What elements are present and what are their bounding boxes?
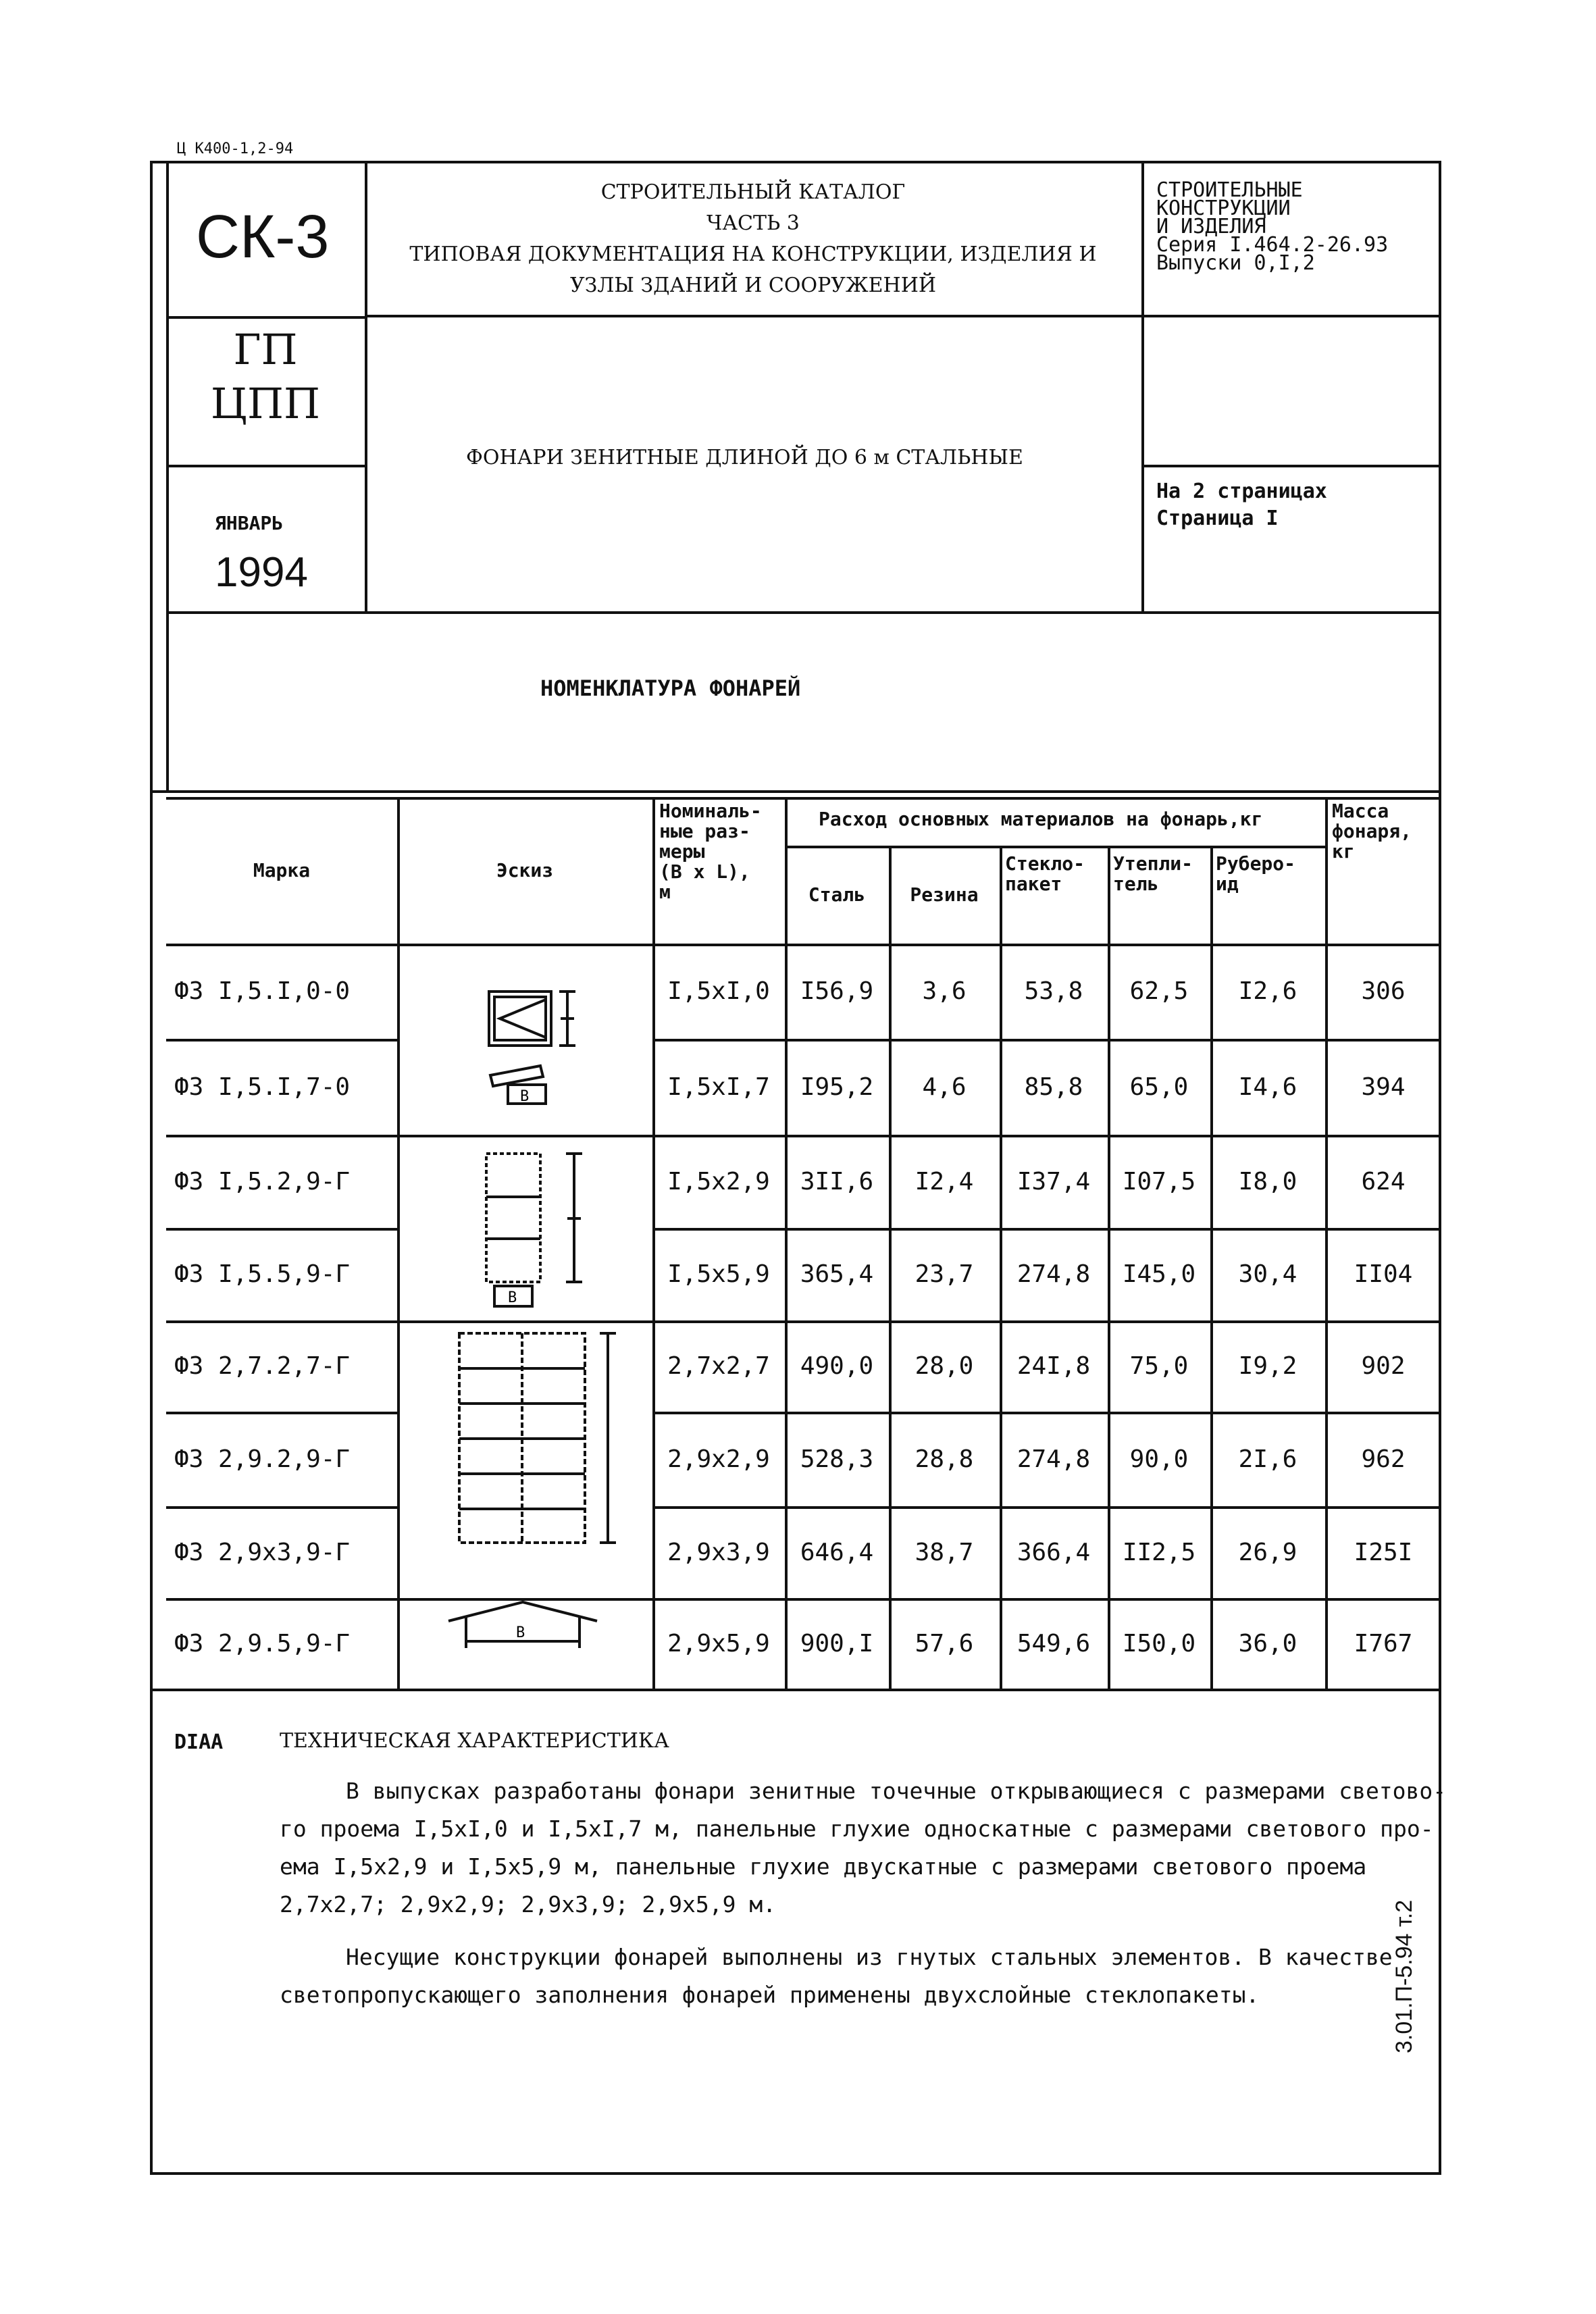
- catalog-code: СК-3: [196, 203, 330, 271]
- series-line: СТРОИТЕЛЬНЫЕ: [1156, 178, 1303, 202]
- catalog-line: ТИПОВАЯ ДОКУМЕНТАЦИЯ НА КОНСТРУКЦИИ, ИЗДЕЛИЯ И: [409, 242, 1097, 266]
- cell-rubber: 57,6: [915, 1629, 974, 1657]
- cell-size: 2,7x2,7: [667, 1352, 770, 1380]
- cell-rubber: 28,0: [915, 1352, 974, 1380]
- cell-insul: 62,5: [1129, 977, 1189, 1005]
- section-title: НОМЕНКЛАТУРА ФОНАРЕЙ: [540, 675, 801, 701]
- row-mark: ФЗ I,5.5,9-Г: [174, 1260, 351, 1288]
- col-header-mark: Марка: [253, 858, 311, 881]
- cell-mass: II04: [1354, 1260, 1413, 1288]
- col-header-line: меры: [659, 840, 705, 863]
- col-header-insulation: [1113, 854, 1193, 894]
- tech-paragraph-line: Несущие конструкции фонарей выполнены из гнутых стальных элементов. В качестве: [346, 1944, 1393, 1970]
- catalog-line: УЗЛЫ ЗДАНИЙ И СООРУЖЕНИЙ: [569, 274, 937, 297]
- cell-steel: I56,9: [800, 977, 874, 1005]
- col-header-line: Стекло-: [1005, 852, 1085, 875]
- sketch-label-b: B: [508, 1289, 517, 1306]
- col-header-line: Утепли-: [1113, 852, 1193, 875]
- cell-steel: I95,2: [800, 1073, 874, 1101]
- side-stamp: 3.01.П-5.94 т.2: [1391, 1899, 1417, 2053]
- cell-insul: I07,5: [1122, 1167, 1196, 1195]
- cell-size: I,5xI,0: [667, 977, 770, 1005]
- organization-line: ЦПП: [210, 379, 321, 428]
- document-title: ФОНАРИ ЗЕНИТНЫЕ ДЛИНОЙ ДО 6 м СТАЛЬНЫЕ: [466, 446, 1023, 469]
- col-header-rubber: Резина: [910, 883, 979, 906]
- catalog-line: ЧАСТЬ 3: [706, 211, 800, 235]
- cell-glass: 366,4: [1016, 1538, 1091, 1566]
- tech-code: DIAA: [174, 1730, 224, 1754]
- col-header-ruberoid: [1216, 854, 1295, 894]
- col-header-line: Масса: [1332, 800, 1389, 822]
- cell-glass: 24I,8: [1016, 1352, 1091, 1380]
- issue-year: 1994: [215, 549, 308, 596]
- organization-line: ГП: [233, 325, 298, 374]
- cell-rubber: 23,7: [915, 1260, 974, 1288]
- col-header-line: фонаря,: [1332, 820, 1412, 842]
- cell-ruber: 36,0: [1238, 1629, 1297, 1657]
- cell-rubber: I2,4: [915, 1167, 974, 1195]
- col-header-line: пакет: [1005, 873, 1062, 895]
- cell-glass: 85,8: [1024, 1073, 1083, 1101]
- tech-paragraph-line: 2,7x2,7; 2,9x2,9; 2,9x3,9; 2,9x5,9 м.: [280, 1891, 777, 1918]
- cell-ruber: I8,0: [1238, 1167, 1297, 1195]
- cell-ruber: I4,6: [1238, 1073, 1297, 1101]
- col-header-size: [659, 801, 762, 902]
- tech-paragraph-line: светопропускающего заполнения фонарей применены двухслойные стеклопакеты.: [280, 1982, 1260, 2008]
- organization: [166, 323, 365, 431]
- col-header-line: кг: [1332, 840, 1355, 863]
- row-mark: ФЗ I,5.2,9-Г: [174, 1167, 351, 1195]
- col-header-line: ид: [1216, 873, 1239, 895]
- cell-size: I,5xI,7: [667, 1073, 770, 1101]
- cell-steel: 490,0: [800, 1352, 874, 1380]
- cell-size: I,5x5,9: [667, 1260, 770, 1288]
- cell-rubber: 3,6: [922, 977, 967, 1005]
- cell-ruber: 26,9: [1238, 1538, 1297, 1566]
- issue-month: ЯНВАРЬ: [215, 512, 284, 534]
- pages-info: [1156, 478, 1327, 532]
- col-header-line: Руберо-: [1216, 852, 1296, 875]
- pages-count: На 2 страницах: [1156, 480, 1327, 503]
- cell-glass: 274,8: [1016, 1445, 1091, 1473]
- col-header-steel: Сталь: [808, 883, 866, 906]
- tech-paragraph-line: В выпусках разработаны фонари зенитные точечные открывающиеся с размерами светово-: [346, 1778, 1447, 1804]
- catalog-title: [378, 177, 1128, 301]
- cell-glass: 549,6: [1016, 1629, 1091, 1657]
- cell-steel: 646,4: [800, 1538, 874, 1566]
- sketch-label-b: B: [516, 1624, 525, 1641]
- col-header-line: (B x L),: [659, 860, 750, 883]
- series-line: КОНСТРУКЦИИ: [1156, 197, 1291, 220]
- cell-steel: 3II,6: [800, 1167, 874, 1195]
- cell-mass: 306: [1361, 977, 1406, 1005]
- cell-insul: II2,5: [1122, 1538, 1196, 1566]
- sketch-label-b: B: [520, 1088, 530, 1105]
- col-header-glass: [1005, 854, 1085, 894]
- cell-insul: 75,0: [1129, 1352, 1189, 1380]
- cell-ruber: I2,6: [1238, 977, 1297, 1005]
- col-header-materials: Расход основных материалов на фонарь,кг: [819, 808, 1263, 830]
- cell-rubber: 28,8: [915, 1445, 974, 1473]
- sketch-point-skylight: [473, 986, 608, 1121]
- cell-glass: 53,8: [1024, 977, 1083, 1005]
- cell-mass: 962: [1361, 1445, 1406, 1473]
- cell-mass: 394: [1361, 1073, 1406, 1101]
- col-header-line: ные раз-: [659, 820, 750, 842]
- cell-insul: 65,0: [1129, 1073, 1189, 1101]
- cell-mass: 624: [1361, 1167, 1406, 1195]
- cell-rubber: 4,6: [922, 1073, 967, 1101]
- tech-title: ТЕХНИЧЕСКАЯ ХАРАКТЕРИСТИКА: [280, 1729, 669, 1753]
- cell-steel: 528,3: [800, 1445, 874, 1473]
- col-header-line: м: [659, 881, 671, 903]
- row-mark: ФЗ 2,9x3,9-Г: [174, 1538, 351, 1566]
- cell-insul: I45,0: [1122, 1260, 1196, 1288]
- row-mark: ФЗ 2,7.2,7-Г: [174, 1352, 351, 1380]
- cell-glass: 274,8: [1016, 1260, 1091, 1288]
- cell-mass: I767: [1354, 1629, 1413, 1657]
- row-mark: ФЗ 2,9.5,9-Г: [174, 1629, 351, 1657]
- cell-ruber: I9,2: [1238, 1352, 1297, 1380]
- cell-size: 2,9x2,9: [667, 1445, 770, 1473]
- col-header-line: Номиналь-: [659, 800, 762, 822]
- cell-steel: 365,4: [800, 1260, 874, 1288]
- cell-size: I,5x2,9: [667, 1167, 770, 1195]
- row-mark: ФЗ 2,9.2,9-Г: [174, 1445, 351, 1473]
- col-header-sketch: Эскиз: [496, 858, 554, 881]
- series-line: Серия I.464.2-26.93: [1156, 233, 1389, 257]
- cell-steel: 900,I: [800, 1629, 874, 1657]
- series-line: И ИЗДЕЛИЯ: [1156, 215, 1266, 238]
- tech-paragraph-line: ема I,5x2,9 и I,5x5,9 м, панельные глухие двускатные с размерами светового проема: [280, 1853, 1367, 1880]
- cell-ruber: 2I,6: [1238, 1445, 1297, 1473]
- cell-insul: 90,0: [1129, 1445, 1189, 1473]
- cell-ruber: 30,4: [1238, 1260, 1297, 1288]
- series-line: Выпуски 0,I,2: [1156, 251, 1315, 275]
- cell-size: 2,9x5,9: [667, 1629, 770, 1657]
- series-block: [1156, 178, 1389, 275]
- row-mark: ФЗ I,5.I,0-0: [174, 977, 351, 1005]
- cell-rubber: 38,7: [915, 1538, 974, 1566]
- page-number: Страница I: [1156, 507, 1279, 530]
- cell-mass: 902: [1361, 1352, 1406, 1380]
- sketch-panel-single-slope: [473, 1148, 608, 1310]
- row-mark: ФЗ I,5.I,7-0: [174, 1073, 351, 1101]
- cell-size: 2,9x3,9: [667, 1538, 770, 1566]
- tech-paragraph-line: го проема I,5xI,0 и I,5xI,7 м, панельные глухие односкатные с размерами светового про-: [280, 1816, 1434, 1842]
- cell-mass: I25I: [1354, 1538, 1413, 1566]
- catalog-line: СТРОИТЕЛЬНЫЙ КАТАЛОГ: [600, 180, 906, 204]
- sketch-panel-double-slope: [446, 1329, 635, 1680]
- cell-insul: I50,0: [1122, 1629, 1196, 1657]
- document-code: Ц К400-1,2-94: [177, 140, 294, 157]
- col-header-line: тель: [1113, 873, 1159, 895]
- col-header-mass: [1332, 801, 1412, 862]
- cell-glass: I37,4: [1016, 1167, 1091, 1195]
